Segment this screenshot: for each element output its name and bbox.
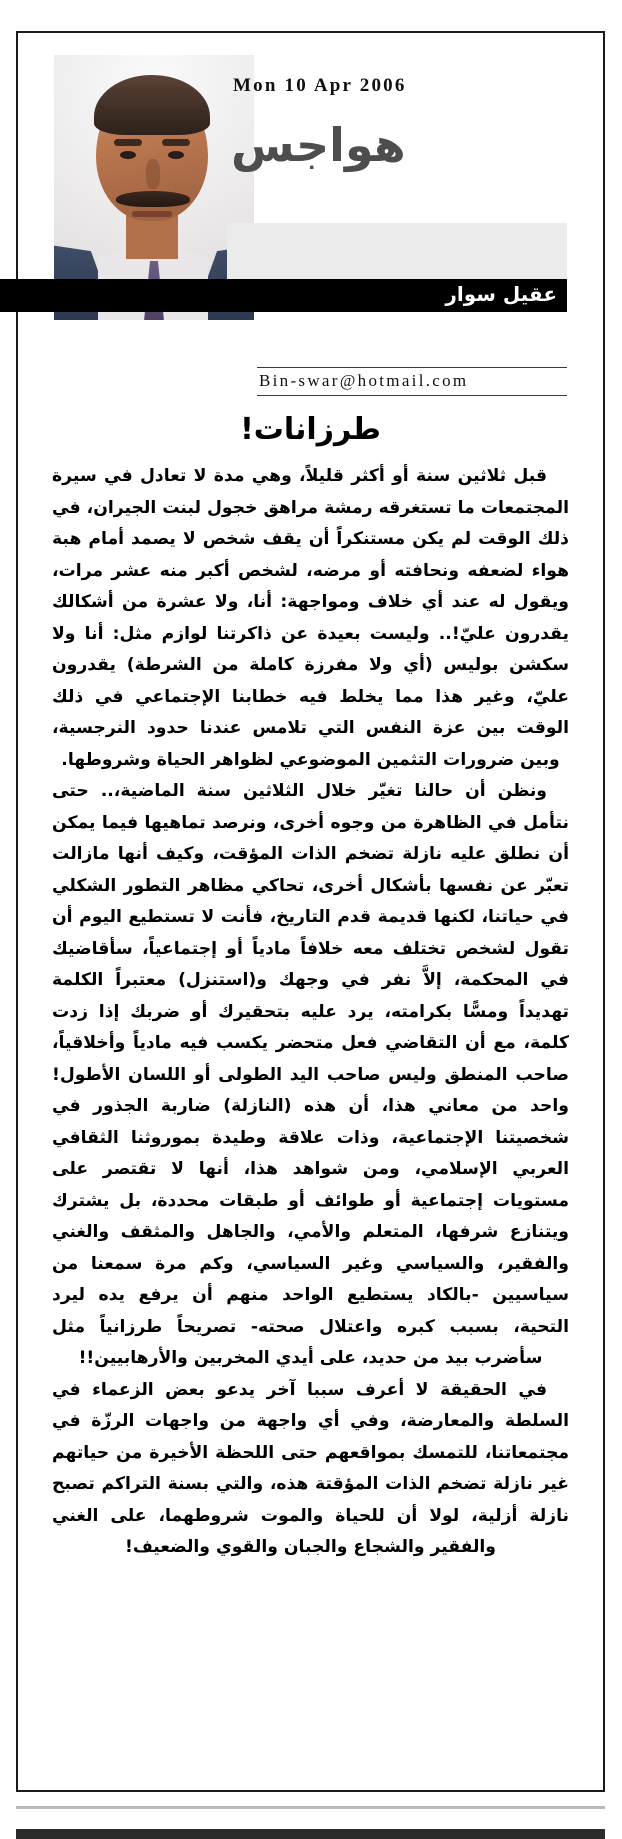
portrait-nose (146, 159, 160, 189)
contact-email[interactable]: Bin-swar@hotmail.com (259, 371, 469, 390)
portrait-mouth (132, 211, 172, 217)
article-body (52, 461, 569, 1564)
article-paragraph: في الحقيقة لا أعرف سببا آخر يدعو بعض الزعماء في السلطة والمعارضة، وفي أي واجهة من واجهات الرزّة في مجتمعاتنا، للتمسك بمواقعهم حتى اللحظة الأخيرة من حياتهم غير نازلة تضخم الذات المؤقتة هذه، والتي بسنة التراكم تصبح نازلة أزلية، لولا أن للحياة والموت شروطهما، على الغني والفقير والشجاع والجبان والقوي والضعيف! (52, 1379, 569, 1557)
portrait-eyebrow-left (114, 139, 142, 146)
article-headline: طرزانات! (240, 412, 381, 447)
masthead (54, 33, 567, 345)
article-frame (16, 31, 605, 1792)
portrait-eyebrow-right (162, 139, 190, 146)
article-inner (18, 33, 603, 1790)
email-rule-bottom (257, 395, 567, 396)
author-name: عقيل سوار (445, 282, 557, 306)
article-paragraph: قبل ثلاثين سنة أو أكثر قليلاً، وهي مدة لا تعادل في سيرة المجتمعات ما تستغرقه رمشة مراهق خجول لبنت الجيران، في ذلك الوقت لم يكن مستنكراً أن يقف شخص لا يصمد أمام هبة هواء لضعفه ونحافته أو مرضه، لشخص أكبر منه عشر مرات، ويقول له عند أي خلاف ومواجهة: أنا، ولا عشرة من أشكالك يقدرون عليّ!.. وليست بعيدة عن ذاكرتنا لوازم مثل: أنا ولا سكشن بوليس (أي ولا مفرزة كاملة من الشرطة) يقدرون عليّ، وغير هذا مما يخلط فيه خطابنا الإجتماعي في ذلك الوقت بين عزة النفس التي تلامس عندنا حدود النرجسية، وبين ضرورات التثمين الموضوعي لظواهر الحياة وشروطها. (52, 466, 569, 770)
portrait-mustache (116, 191, 190, 207)
column-title: هواجس (231, 118, 406, 172)
byline-bar (0, 279, 567, 312)
article-paragraph: ونظن أن حالنا تغيّر خلال الثلاثين سنة الماضية،.. حتى نتأمل في الظاهرة من وجوه أخرى، ونرصد تماهيها فيما يمكن أن نطلق عليه نازلة تضخم الذات المؤقت، وكيف أنها مازالت تعبّر عن نفسها بأشكال أخرى، تحاكي مظاهر التطور الشكلي في حياتنا، لكنها قديمة قدم التاريخ، فأنت لا تستطيع اليوم أن تقول لشخص تختلف معه خلافاً مادياً أو إجتماعياً، سأقاضيك في المحكمة، إلاَّ نفر في وجهك و(استنزل) معتبراً الكلمة تهديداً ومسًّا بكرامته، يرد عليه بتحقيرك أو ضربك إذا زدت كلمة، مع أن التقاضي فعل متحضر يكسب فيه مادياً وأخلاقياً، صاحب المنطق وليس صاحب اليد الطولى أو اللسان الأطول! واحد من معاني هذا، أن هذه (النازلة) ضاربة الجذور في شخصيتنا الإجتماعية، وذات علاقة وطيدة بموروثنا الثقافي العربي الإسلامي، ومن شواهد هذا، أنها لا تقتصر على مستويات إجتماعية أو طوائف أو طبقات محددة، بل يشترك ويتنازع شرفها، المتعلم والأمي، والجاهل والمثقف والغني والفقير، والسياسي وغير السياسي، وكم مرة سمعنا من سياسيين -بالكاد يستطيع الواحد منهم أن يرفع يده ليرد التحية، بسبب كبره واعتلال صحته- تصريحاً طرزانياً مثل سأضرب بيد من حديد، على أيدي المخربين والأرهابيين!! (52, 781, 569, 1368)
contact-email-block (257, 367, 567, 396)
footer-hairline (16, 1806, 605, 1809)
portrait-eye-left (120, 151, 136, 159)
issue-date: Mon 10 Apr 2006 (233, 75, 407, 96)
portrait-eye-right (168, 151, 184, 159)
footer-bar (16, 1829, 605, 1839)
